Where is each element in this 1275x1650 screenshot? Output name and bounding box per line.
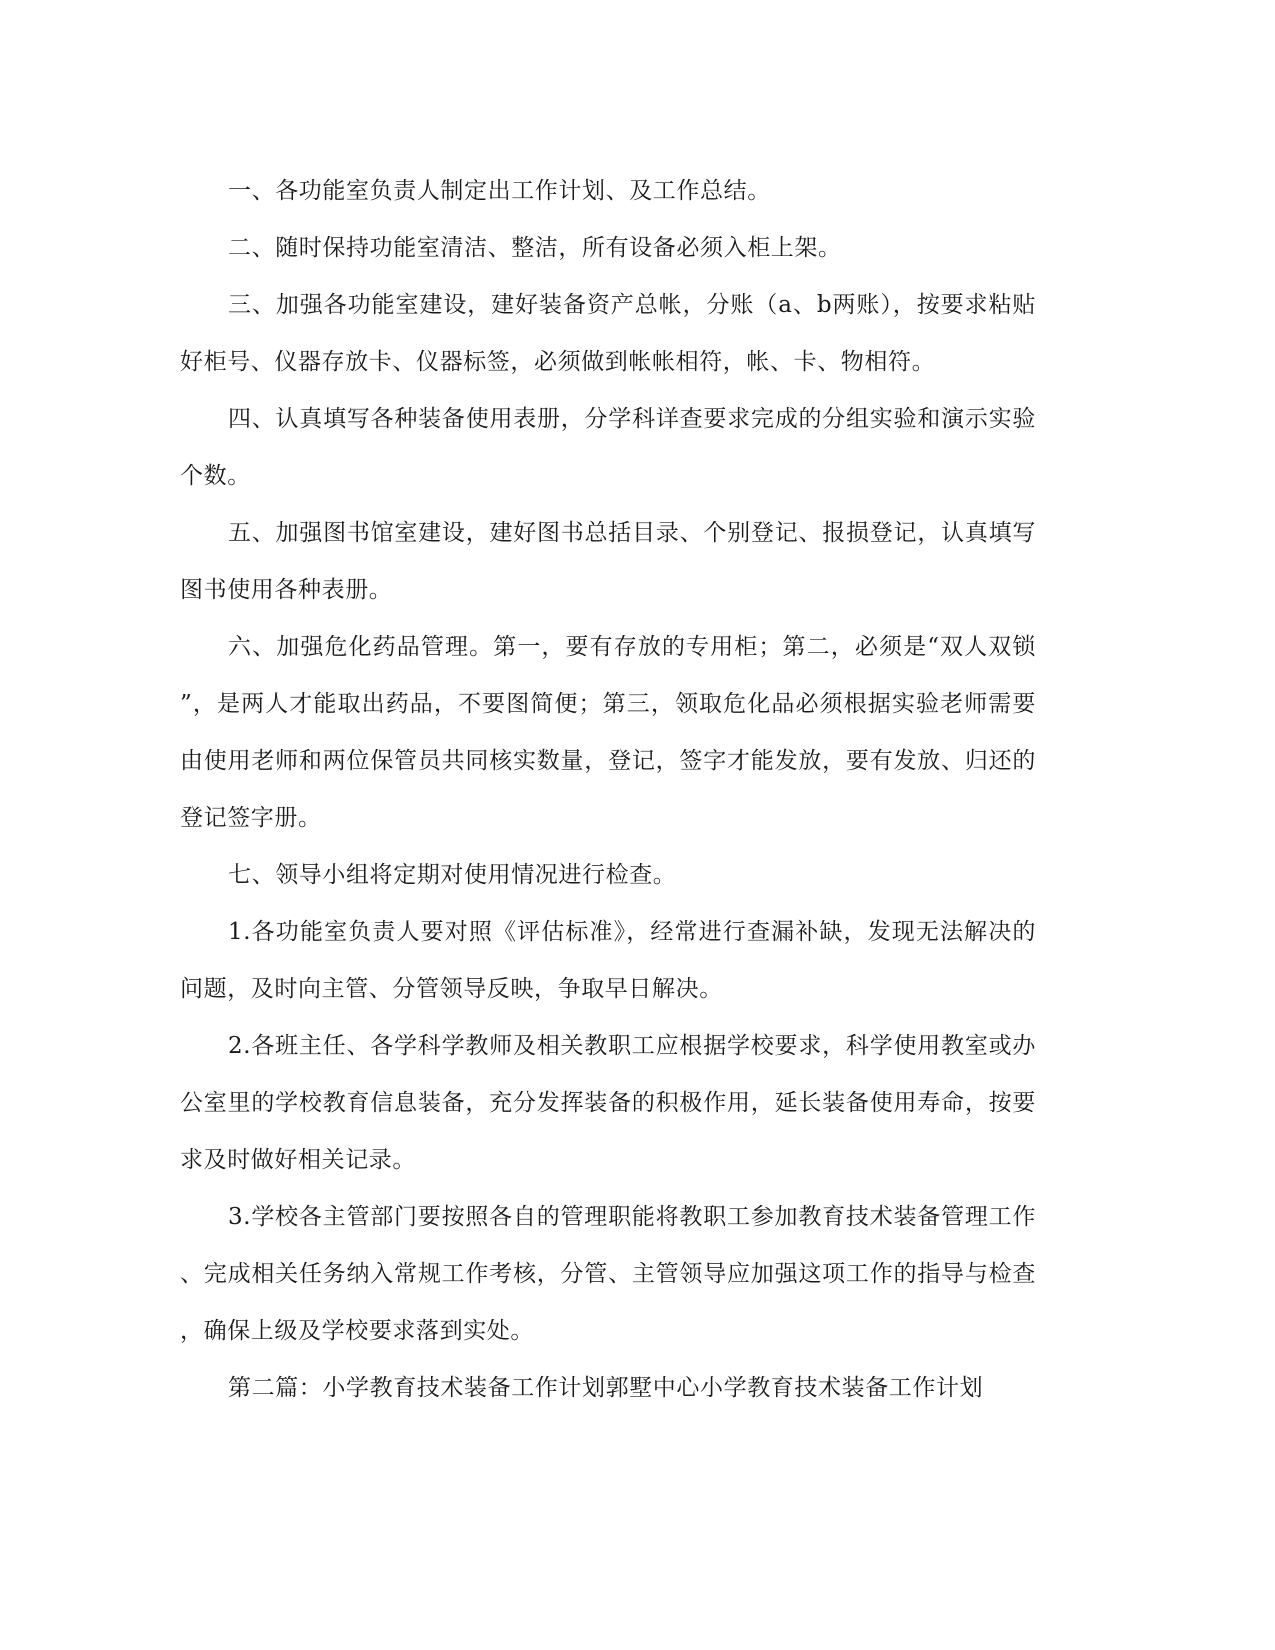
text-line: 由使用老师和两位保管员共同核实数量，登记，签字才能发放，要有发放、归还的 <box>180 748 1036 774</box>
text-line: 四、认真填写各种装备使用表册，分学科详查要求完成的分组实验和演示实验 <box>228 406 1036 432</box>
text-line: 问题，及时向主管、分管领导反映，争取早日解决。 <box>180 976 723 1002</box>
text-line: 五、加强图书馆室建设，建好图书总括目录、个别登记、报损登记，认真填写 <box>228 520 1036 546</box>
text-line: 登记签字册。 <box>180 805 322 831</box>
text-line: 好柜号、仪器存放卡、仪器标签，必须做到帐帐相符，帐、卡、物相符。 <box>180 349 936 375</box>
text-line: 公室里的学校教育信息装备，充分发挥装备的积极作用，延长装备使用寿命，按要 <box>180 1090 1036 1116</box>
document-body <box>180 163 1036 1417</box>
text-block <box>180 163 1036 1417</box>
text-line: ，确保上级及学校要求落到实处。 <box>180 1318 534 1344</box>
text-line: ”，是两人才能取出药品，不要图简便；第三，领取危化品必须根据实验老师需要 <box>180 691 1036 717</box>
text-line: 2.各班主任、各学科学教师及相关教职工应根据学校要求，科学使用教室或办 <box>228 1033 1036 1059</box>
text-line: 1.各功能室负责人要对照《评估标准》，经常进行查漏补缺，发现无法解决的 <box>228 919 1036 945</box>
text-line: 求及时做好相关记录。 <box>180 1147 416 1173</box>
text-line: 个数。 <box>180 463 251 489</box>
text-line: 3.学校各主管部门要按照各自的管理职能将教职工参加教育技术装备管理工作 <box>228 1204 1036 1230</box>
text-line: 七、领导小组将定期对使用情况进行检查。 <box>228 862 677 888</box>
text-line: 第二篇：小学教育技术装备工作计划郭墅中心小学教育技术装备工作计划 <box>228 1375 984 1401</box>
text-line: 三、加强各功能室建设，建好装备资产总帐，分账（a、b两账），按要求粘贴 <box>228 292 1036 318</box>
text-line: 一、各功能室负责人制定出工作计划、及工作总结。 <box>228 178 771 204</box>
text-line: 图书使用各种表册。 <box>180 577 393 603</box>
text-line: 、完成相关任务纳入常规工作考核，分管、主管领导应加强这项工作的指导与检查 <box>180 1261 1036 1287</box>
text-line: 二、随时保持功能室清洁、整洁，所有设备必须入柜上架。 <box>228 235 842 261</box>
text-line: 六、加强危化药品管理。第一，要有存放的专用柜；第二，必须是“双人双锁 <box>228 634 1036 660</box>
